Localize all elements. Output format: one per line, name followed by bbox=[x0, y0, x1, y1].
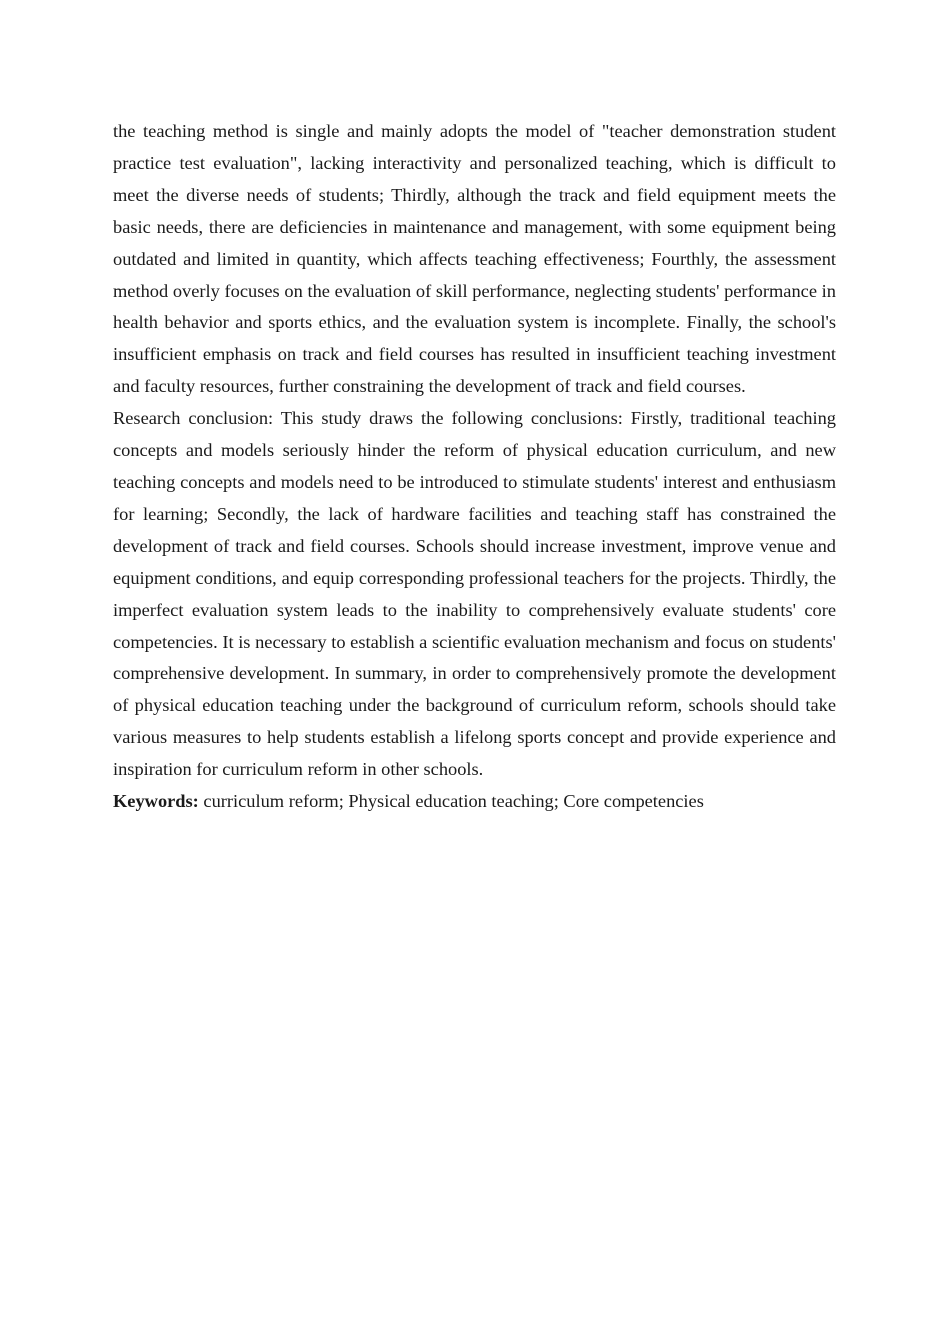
document-page bbox=[113, 116, 836, 818]
body-paragraph-findings: the teaching method is single and mainly adopts the model of "teacher demonstration student practice test evaluation", lacking interactivity and personalized teaching, which is difficult to meet the diverse needs of students; Thirdly, although the track and field equipment meets the basic needs, there are deficiencies in maintenance and management, with some equipment being outdated and limited in quantity, which affects teaching effectiveness; Fourthly, the assessment method overly focuses on the evaluation of skill performance, neglecting students' performance in health behavior and sports ethics, and the evaluation system is incomplete. Finally, the school's insufficient emphasis on track and field courses has resulted in insufficient teaching investment and faculty resources, further constraining the development of track and field courses. bbox=[113, 121, 836, 397]
body-paragraph-conclusion: Research conclusion: This study draws the following conclusions: Firstly, traditional teaching concepts and models seriously hinder the reform of physical education curriculum, and new teaching concepts and models need to be introduced to stimulate students' interest and enthusiasm for learning; Secondly, the lack of hardware facilities and teaching staff has constrained the development of track and field courses. Schools should increase investment, improve venue and equipment conditions, and equip corresponding professional teachers for the projects. Thirdly, the imperfect evaluation system leads to the inability to comprehensively evaluate students' core competencies. It is necessary to establish a scientific evaluation mechanism and focus on students' comprehensive development. In summary, in order to comprehensively promote the development of physical education teaching under the background of curriculum reform, schools should take various measures to help students establish a lifelong sports concept and provide experience and inspiration for curriculum reform in other schools. bbox=[113, 408, 836, 780]
keywords-label: Keywords: bbox=[113, 791, 199, 812]
keywords-text: curriculum reform; Physical education teaching; Core competencies bbox=[198, 791, 704, 812]
keywords-line bbox=[113, 786, 836, 818]
